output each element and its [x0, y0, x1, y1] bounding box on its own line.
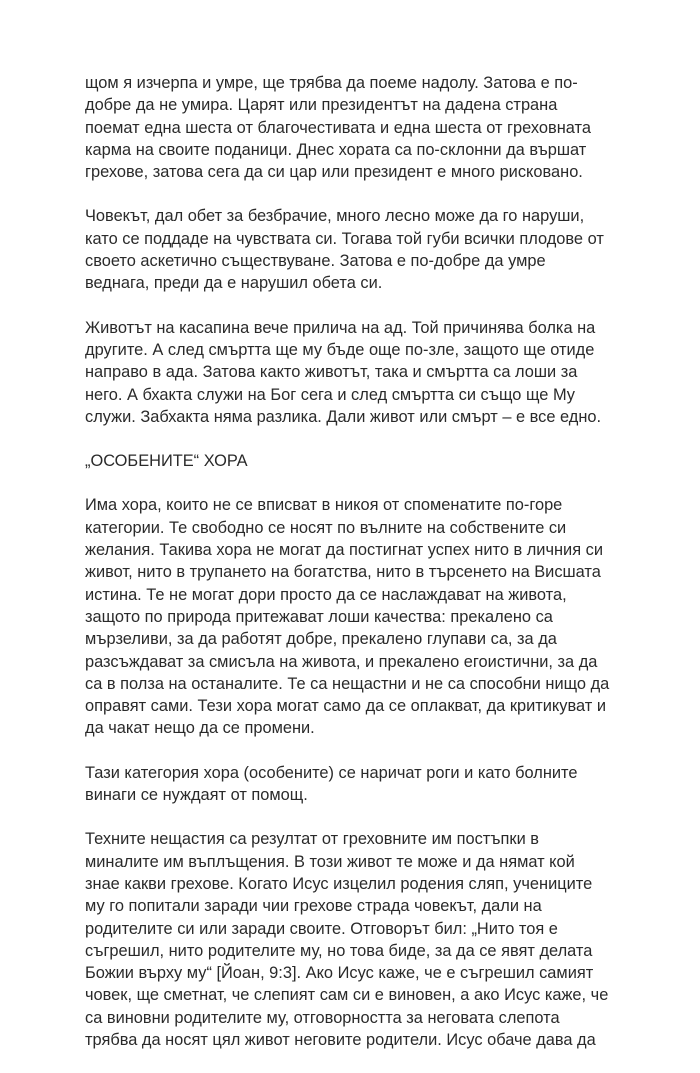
text-line: Има хора, които не се вписват в никоя от споменатите по-горе — [85, 496, 563, 515]
text-line: да чакат нещо да се промени. — [85, 719, 315, 738]
paragraph-4 — [85, 494, 615, 739]
text-line: са в полза на останалите. Те са нещастни и не са способни нищо да — [85, 674, 610, 693]
text-line: добре да не умира. Царят или президентът на дадена страна — [85, 96, 558, 115]
text-line: направо в ада. Затова както животът, така и смъртта са лоши за — [85, 363, 578, 382]
text-line: Човекът, дал обет за безбрачие, много лесно може да го наруши, — [85, 207, 585, 226]
text-line: истина. Те не могат дори просто да се наслаждават на живота, — [85, 585, 567, 604]
text-line: му го попитали заради чии грехове страда човекът, дали на — [85, 897, 542, 916]
section-heading: „ОСОБЕНИТЕ“ ХОРА — [85, 452, 248, 471]
text-line: мързеливи, за да работят добре, прекалено глупави са, за да — [85, 630, 557, 649]
text-line: служи. Забхакта няма разлика. Дали живот или смърт – е все едно. — [85, 407, 602, 426]
text-line: поемат една шеста от благочестивата и една шеста от греховната — [85, 118, 591, 137]
text-line: своето аскетично съществуване. Затова е по-добре да умре — [85, 252, 546, 271]
text-line: миналите им въплъщения. В този живот те може и да нямат кой — [85, 852, 575, 871]
paragraph-2 — [85, 205, 615, 294]
text-line: съгрешил, нито родителите му, но това биде, за да се явят делата — [85, 941, 593, 960]
text-line: желания. Такива хора не могат да постигнат успех нито в личния си — [85, 541, 603, 560]
paragraph-1 — [85, 72, 615, 183]
paragraph-6 — [85, 828, 615, 1051]
text-line: човек, ще сметнат, че слепият сам си е виновен, а ако Исус каже, че — [85, 986, 609, 1005]
text-line: като се поддаде на чувствата си. Тогава той губи всички плодове от — [85, 229, 604, 248]
text-line: Тази категория хора (особените) се наричат роги и като болните — [85, 763, 578, 782]
text-line: живот, нито в трупането на богатства, нито в търсенето на Висшата — [85, 563, 601, 582]
text-line: категории. Те свободно се носят по вълните на собствените си — [85, 518, 567, 537]
text-line: оправят сами. Тези хора могат само да се оплакват, да критикуват и — [85, 697, 606, 716]
text-line: разсъждават за смисъла на живота, и прекалено егоистични, за да — [85, 652, 598, 671]
text-line: Божии върху му“ [Йоан, 9:3]. Ако Исус каже, че е съгрешил самият — [85, 964, 594, 983]
text-line: знае какви грехове. Когато Исус изцелил родения сляп, учениците — [85, 874, 593, 893]
text-line: са виновни родителите му, отговорността за неговата слепота — [85, 1008, 560, 1027]
text-line: щом я изчерпа и умре, ще трябва да поеме надолу. Затова е по- — [85, 74, 578, 92]
text-line: Техните нещастия са резултат от греховните им постъпки в — [85, 830, 539, 849]
paragraph-5 — [85, 762, 615, 807]
document-body — [85, 72, 615, 1073]
text-line: грехове, затова сега да си цар или президент е много рисковано. — [85, 163, 583, 182]
text-line: другите. А след смъртта ще му бъде още по-зле, защото ще отиде — [85, 340, 595, 359]
text-line: защото по природа притежават лоши качества: прекалено са — [85, 607, 553, 626]
text-line: веднага, преди да е нарушил обета си. — [85, 274, 383, 293]
text-line: Животът на касапина вече прилича на ад. Той причинява болка на — [85, 318, 596, 337]
text-line: него. А бхакта служи на Бог сега и след смъртта си също ще Му — [85, 385, 575, 404]
text-line: трябва да носят цял живот неговите родители. Исус обаче дава да — [85, 1030, 596, 1049]
text-line: родителите си или заради своите. Отговорът бил: „Нито тоя е — [85, 919, 558, 938]
text-line: карма на своите поданици. Днес хората са по-склонни да вършат — [85, 140, 587, 159]
paragraph-3 — [85, 317, 615, 428]
text-line: винаги се нуждаят от помощ. — [85, 786, 308, 805]
